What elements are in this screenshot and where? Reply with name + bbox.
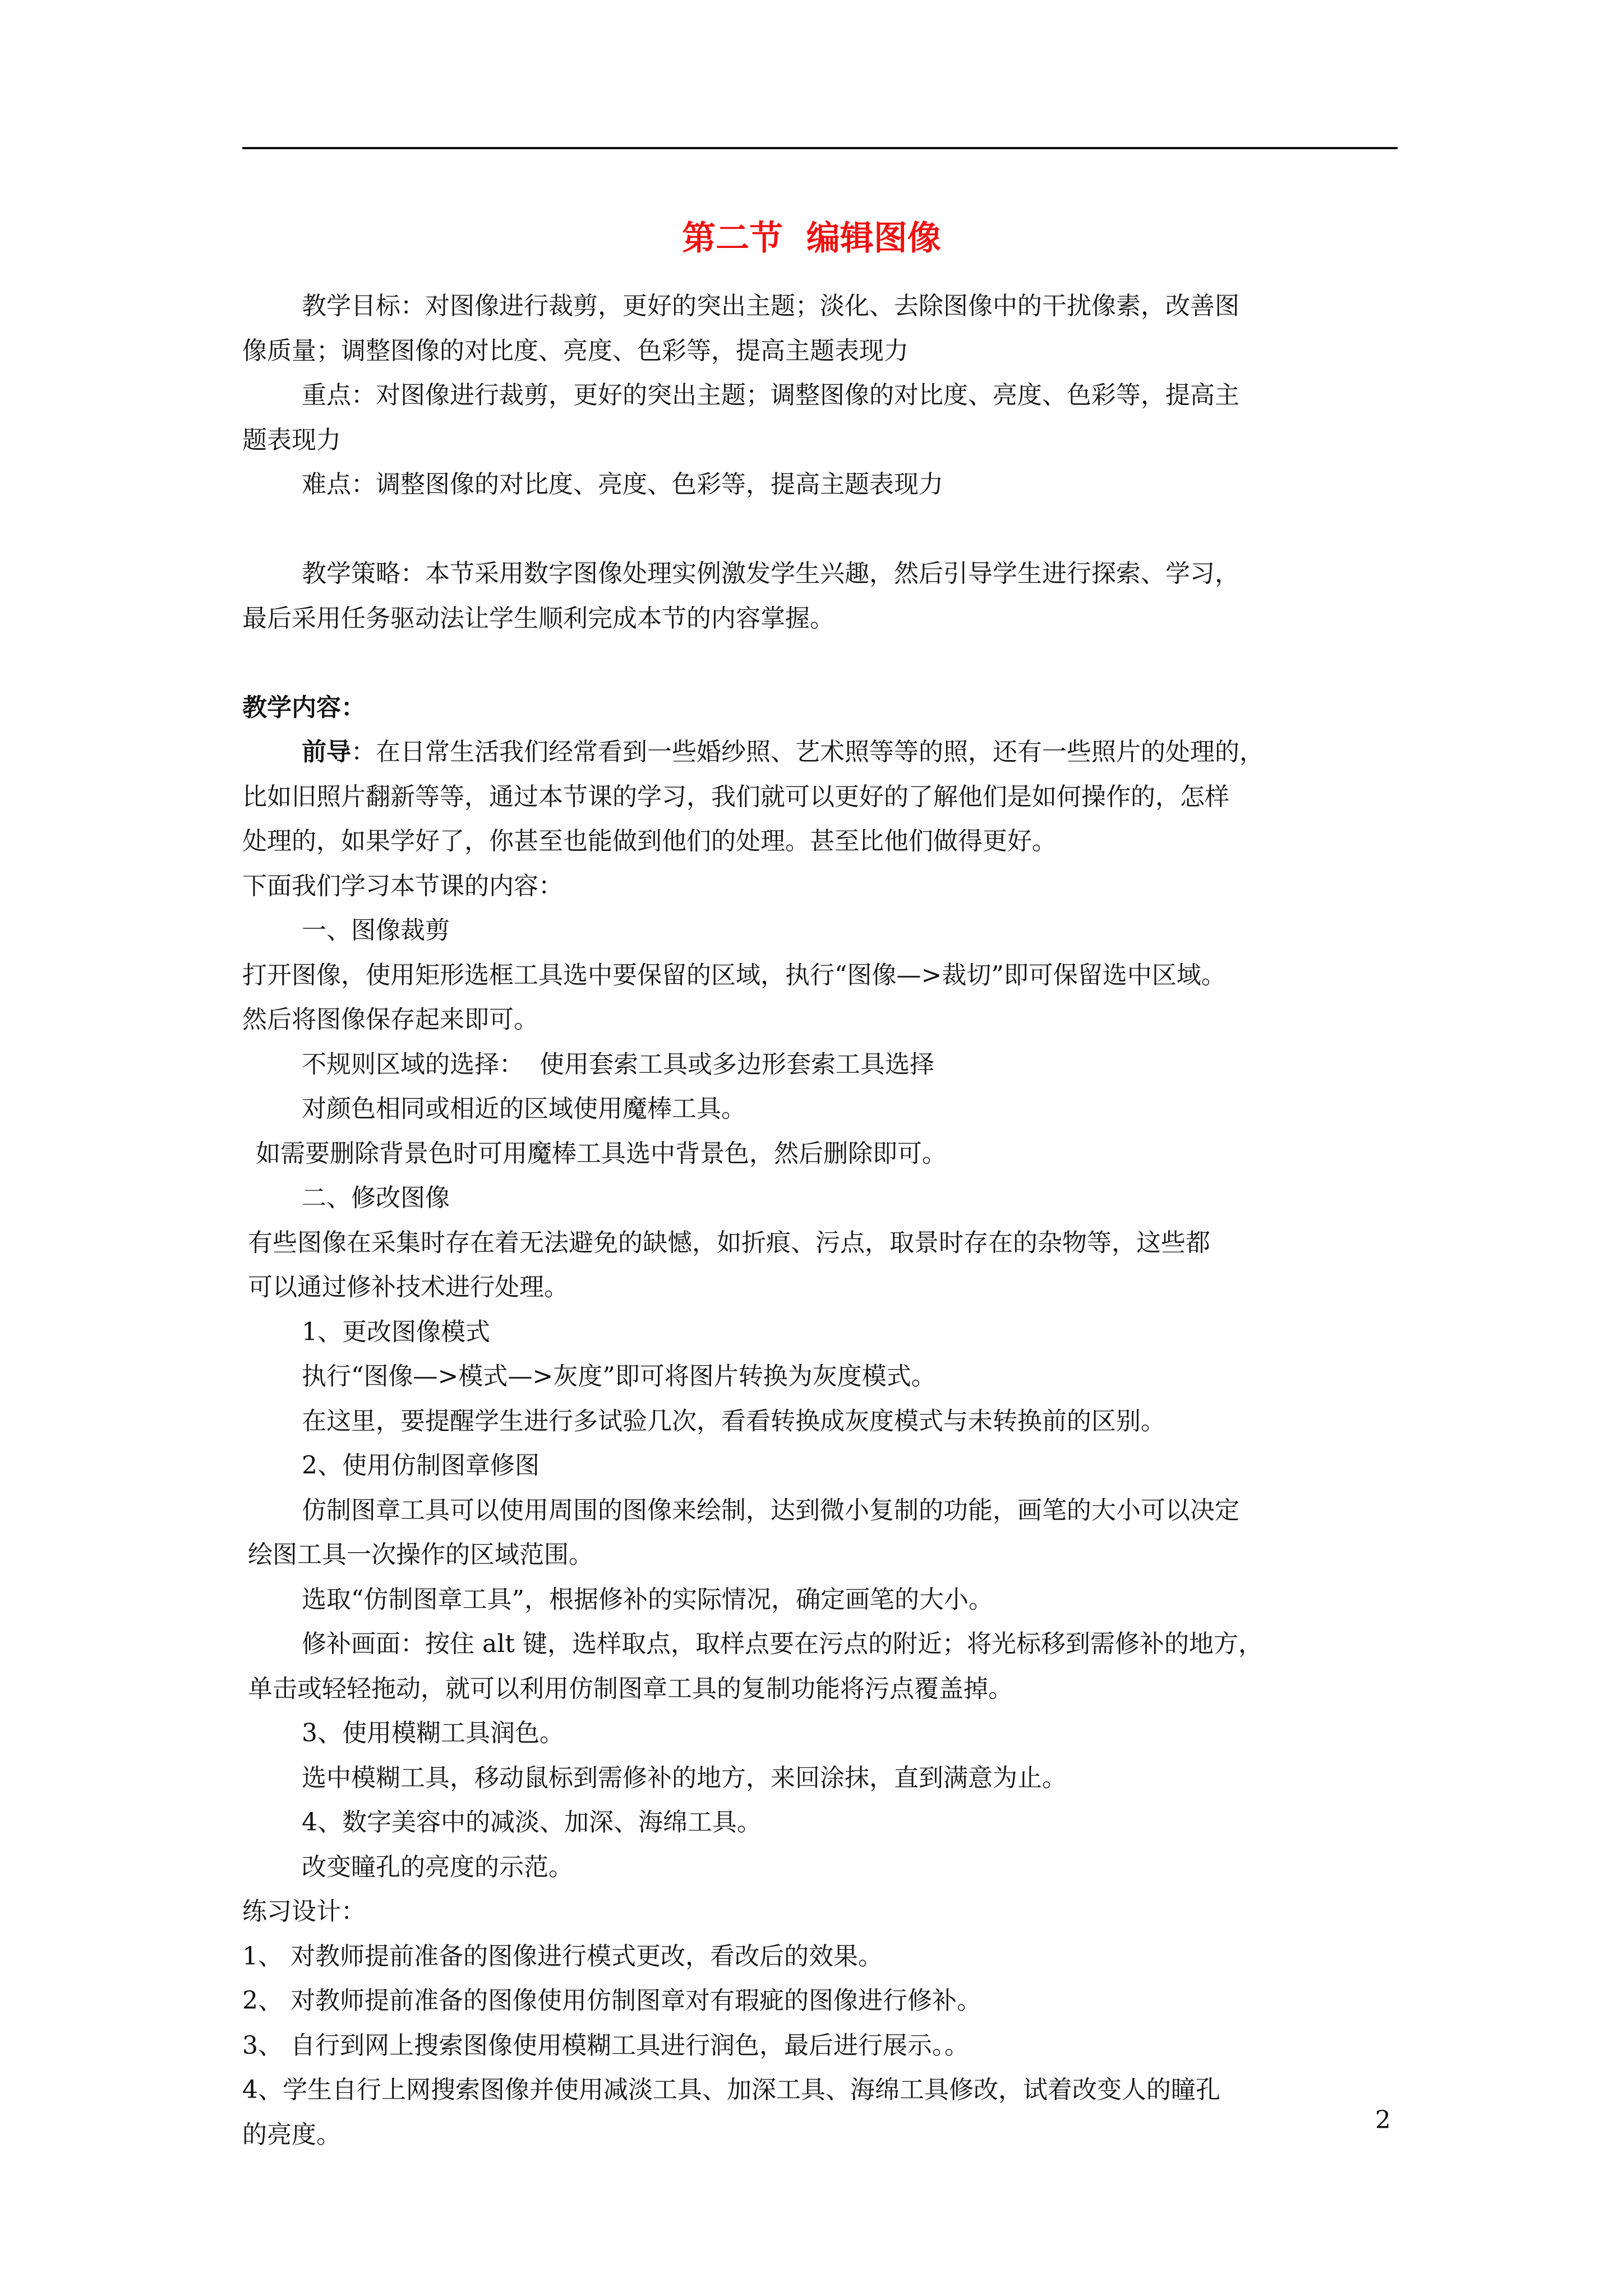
step-2-line-5: 单击或轻轻拖动，就可以利用仿制图章工具的复制功能将污点覆盖掉。 (248, 1674, 1013, 1703)
teaching-content-heading: 教学内容： (242, 693, 366, 722)
magic-wand-line: 对颜色相同或相近的区域使用魔棒工具。 (302, 1094, 746, 1123)
modify-line-1: 有些图像在采集时存在着无法避免的缺憾，如折痕、污点，取景时存在的杂物等，这些都 (248, 1228, 1210, 1257)
step-3-heading: 3、使用模糊工具润色。 (302, 1719, 564, 1747)
strategy-line-2: 最后采用任务驱动法让学生顺利完成本节的内容掌握。 (242, 604, 834, 633)
irregular-selection-line: 不规则区域的选择： 使用套索工具或多边形套索工具选择 (302, 1050, 934, 1079)
key-points-line-1: 重点：对图像进行裁剪，更好的突出主题；调整图像的对比度、亮度、色彩等，提高主 (302, 381, 1239, 409)
step-2-heading: 2、使用仿制图章修图 (302, 1451, 540, 1480)
exercise-1: 1、 对教师提前准备的图像进行模式更改，看改后的效果。 (242, 1941, 883, 1971)
strategy-line-1: 教学策略：本节采用数字图像处理实例激发学生兴趣，然后引导学生进行探索、学习， (302, 559, 1239, 588)
objectives-line-1: 教学目标：对图像进行裁剪，更好的突出主题；淡化、去除图像中的干扰像素，改善图 (302, 292, 1239, 320)
page-number: 2 (1375, 2106, 1391, 2134)
modify-line-2: 可以通过修补技术进行处理。 (248, 1273, 569, 1301)
step-2-line-3: 选取“仿制图章工具”，根据修补的实际情况，确定画笔的大小。 (302, 1585, 993, 1614)
section-crop-heading: 一、图像裁剪 (302, 916, 450, 945)
step-2-line-1: 仿制图章工具可以使用周围的图像来绘制，达到微小复制的功能，画笔的大小可以决定 (302, 1496, 1239, 1525)
step-1-line-2: 在这里，要提醒学生进行多试验几次，看看转换成灰度模式与未转换前的区别。 (302, 1406, 1165, 1435)
step-2-line-2: 绘图工具一次操作的区域范围。 (248, 1540, 593, 1569)
step-3-line-1: 选中模糊工具，移动鼠标到需修补的地方，来回涂抹，直到满意为止。 (302, 1763, 1067, 1792)
step-4-heading: 4、数字美容中的减淡、加深、海绵工具。 (302, 1808, 762, 1837)
spacer (242, 641, 1409, 685)
difficulties-line: 难点：调整图像的对比度、亮度、色彩等，提高主题表现力 (302, 470, 943, 499)
exercises-heading: 练习设计： (242, 1897, 366, 1926)
crop-line-2: 然后将图像保存起来即可。 (242, 1005, 538, 1034)
step-1-heading: 1、更改图像模式 (302, 1317, 490, 1346)
section-modify-heading: 二、修改图像 (302, 1184, 450, 1212)
intro-text: ：在日常生活我们经常看到一些婚纱照、艺术照等等的照，还有一些照片的处理的， (351, 738, 1264, 766)
exercise-4-line-1: 4、学生自行上网搜索图像并使用减淡工具、加深工具、海绵工具修改，试着改变人的瞳孔 (242, 2076, 1220, 2104)
exercise-3: 3、 自行到网上搜索图像使用模糊工具进行润色，最后进行展示。。 (242, 2031, 969, 2060)
exercise-2: 2、 对教师提前准备的图像使用仿制图章对有瑕疵的图像进行修补。 (242, 1986, 981, 2015)
intro-label: 前导 (302, 738, 351, 766)
page-title: 第二节 编辑图像 (682, 219, 941, 258)
key-points-line-2: 题表现力 (242, 425, 341, 454)
delete-background-line: 如需要删除背景色时可用魔棒工具选中背景色，然后删除即可。 (256, 1139, 947, 1168)
intro-line-3: 处理的，如果学好了，你甚至也能做到他们的处理。甚至比他们做得更好。 (242, 827, 1057, 855)
spacer (242, 507, 1409, 552)
step-1-line-1: 执行“图像—>模式—>灰度”即可将图片转换为灰度模式。 (302, 1362, 936, 1391)
intro-line-1 (242, 730, 1409, 775)
step-4-line-1: 改变瞳孔的亮度的示范。 (302, 1852, 573, 1881)
exercise-4-line-2: 的亮度。 (242, 2120, 341, 2149)
intro-line-2: 比如旧照片翻新等等，通过本节课的学习，我们就可以更好的了解他们是如何操作的，怎样 (242, 782, 1229, 811)
objectives-line-2: 像质量；调整图像的对比度、亮度、色彩等，提高主题表现力 (242, 336, 909, 365)
document-body (242, 284, 1409, 2157)
header-rule (242, 147, 1398, 149)
step-2-line-4: 修补画面：按住 alt 键，选样取点，取样点要在污点的附近；将光标移到需修补的地方， (302, 1630, 1263, 1658)
crop-line-1: 打开图像，使用矩形选框工具选中要保留的区域，执行“图像—>裁切”即可保留选中区域。 (242, 960, 1226, 990)
lesson-content-line: 下面我们学习本节课的内容： (242, 871, 563, 900)
